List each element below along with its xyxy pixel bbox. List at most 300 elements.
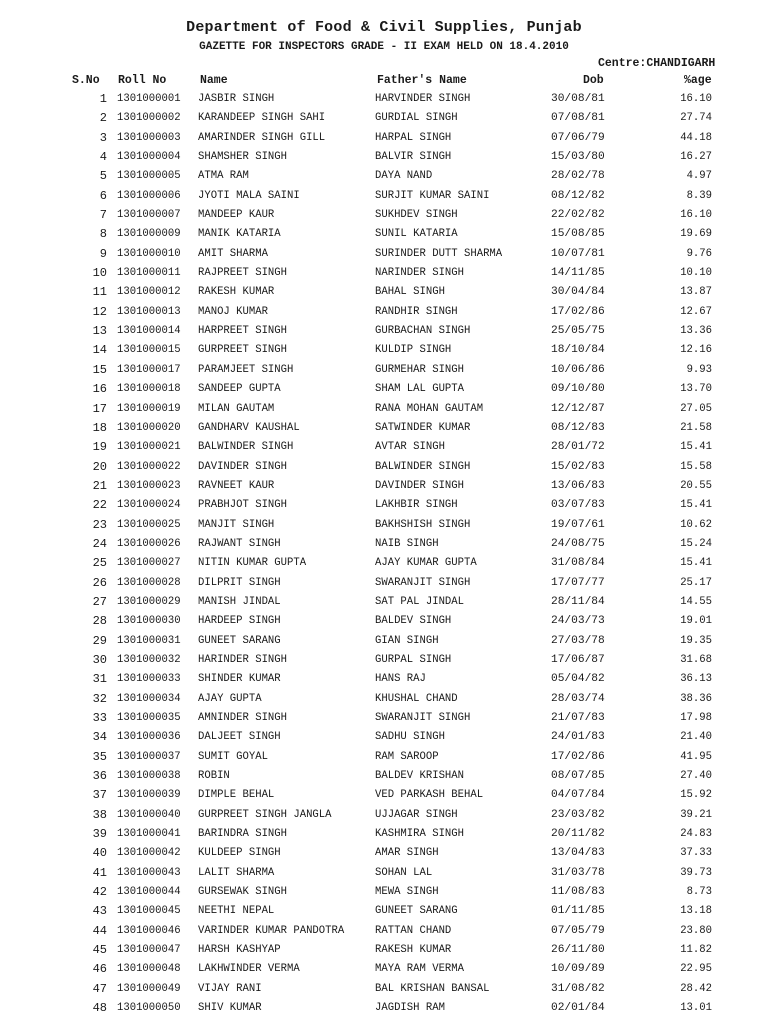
- table-row: [0, 90, 768, 109]
- cell-name: VARINDER KUMAR PANDOTRA: [198, 924, 345, 937]
- cell-dob: 20/11/82: [551, 828, 605, 841]
- table-row: [0, 322, 768, 341]
- cell-fathers-name: SAT PAL JINDAL: [375, 595, 465, 608]
- cell-fathers-name: KASHMIRA SINGH: [375, 828, 465, 841]
- cell-dob: 24/03/73: [551, 615, 605, 628]
- cell-sno: 44: [92, 923, 107, 938]
- cell-dob: 19/07/61: [551, 518, 605, 531]
- cell-fathers-name: KHUSHAL CHAND: [375, 692, 458, 705]
- cell-dob: 08/07/85: [551, 770, 605, 783]
- cell-sno: 34: [92, 730, 107, 745]
- cell-sno: 28: [92, 614, 107, 629]
- table-row: [0, 941, 768, 960]
- cell-percentage: 16.10: [680, 209, 712, 222]
- table-row: [0, 728, 768, 747]
- cell-fathers-name: SWARANJIT SINGH: [375, 712, 471, 724]
- cell-dob: 01/11/85: [551, 905, 605, 918]
- cell-name: RAJWANT SINGH: [198, 537, 281, 550]
- table-row: [0, 341, 768, 360]
- cell-roll-no: 1301000022: [117, 460, 181, 473]
- table-row: [0, 206, 768, 225]
- cell-percentage: 19.35: [680, 634, 712, 647]
- cell-roll-no: 1301000035: [117, 712, 181, 724]
- cell-roll-no: 1301000029: [117, 595, 181, 608]
- table-row: [0, 922, 768, 941]
- cell-sno: 43: [92, 904, 107, 919]
- cell-percentage: 39.73: [680, 866, 712, 879]
- cell-sno: 15: [92, 362, 107, 377]
- cell-dob: 15/08/85: [551, 228, 605, 241]
- cell-roll-no: 1301000006: [117, 189, 181, 202]
- cell-fathers-name: HARVINDER SINGH: [375, 93, 471, 105]
- cell-roll-no: 1301000044: [117, 886, 181, 899]
- table-row: [0, 438, 768, 457]
- cell-roll-no: 1301000011: [117, 267, 181, 280]
- cell-roll-no: 1301000003: [117, 131, 181, 144]
- cell-percentage: 24.83: [680, 828, 712, 841]
- cell-fathers-name: AJAY KUMAR GUPTA: [375, 557, 477, 570]
- cell-roll-no: 1301000012: [117, 286, 181, 299]
- cell-roll-no: 1301000045: [117, 905, 181, 918]
- cell-sno: 32: [92, 691, 107, 706]
- cell-dob: 15/02/83: [551, 460, 605, 473]
- cell-name: DAVINDER SINGH: [198, 460, 288, 473]
- cell-fathers-name: SATWINDER KUMAR: [375, 421, 471, 434]
- cell-percentage: 8.73: [686, 886, 712, 899]
- cell-sno: 48: [92, 1001, 107, 1016]
- cell-dob: 28/01/72: [551, 441, 605, 454]
- cell-fathers-name: GIAN SINGH: [375, 634, 439, 647]
- cell-percentage: 15.58: [680, 460, 712, 473]
- cell-name: GUNEET SARANG: [198, 634, 281, 647]
- cell-percentage: 12.67: [680, 305, 712, 318]
- cell-percentage: 16.10: [680, 93, 712, 105]
- cell-dob: 30/08/81: [551, 93, 605, 105]
- cell-name: SUMIT GOYAL: [198, 750, 268, 763]
- cell-fathers-name: RAM SAROOP: [375, 750, 439, 763]
- table-row: [0, 825, 768, 844]
- cell-fathers-name: SUKHDEV SINGH: [375, 209, 458, 222]
- cell-name: LALIT SHARMA: [198, 866, 275, 879]
- cell-percentage: 36.13: [680, 673, 712, 686]
- cell-roll-no: 1301000027: [117, 557, 181, 570]
- cell-sno: 24: [92, 536, 107, 551]
- cell-sno: 46: [92, 962, 107, 977]
- table-row: [0, 902, 768, 921]
- cell-roll-no: 1301000031: [117, 634, 181, 647]
- cell-sno: 1: [99, 92, 107, 106]
- cell-name: RAJPREET SINGH: [198, 267, 288, 280]
- cell-dob: 28/03/74: [551, 692, 605, 705]
- table-row: [0, 245, 768, 264]
- cell-sno: 4: [99, 150, 107, 165]
- cell-sno: 14: [92, 343, 107, 358]
- cell-roll-no: 1301000039: [117, 789, 181, 802]
- cell-fathers-name: HARPAL SINGH: [375, 131, 452, 144]
- cell-name: KULDEEP SINGH: [198, 847, 281, 860]
- centre-line: [598, 57, 715, 70]
- cell-roll-no: 1301000050: [117, 1002, 181, 1015]
- cell-percentage: 12.16: [680, 344, 712, 357]
- cell-percentage: 44.18: [680, 131, 712, 144]
- table-row: [0, 380, 768, 399]
- cell-name: LAKHWINDER VERMA: [198, 963, 300, 976]
- cell-roll-no: 1301000023: [117, 479, 181, 492]
- cell-fathers-name: DAYA NAND: [375, 170, 433, 183]
- cell-percentage: 19.69: [680, 228, 712, 241]
- cell-roll-no: 1301000025: [117, 518, 181, 531]
- table-row: [0, 496, 768, 515]
- cell-sno: 39: [92, 827, 107, 842]
- cell-dob: 07/05/79: [551, 924, 605, 937]
- cell-name: HARSH KASHYAP: [198, 944, 281, 957]
- cell-name: BALWINDER SINGH: [198, 441, 294, 454]
- cell-sno: 3: [99, 130, 107, 145]
- cell-dob: 27/03/78: [551, 634, 605, 647]
- cell-roll-no: 1301000033: [117, 673, 181, 686]
- cell-roll-no: 1301000013: [117, 305, 181, 318]
- table-row: [0, 303, 768, 322]
- table-row: [0, 477, 768, 496]
- cell-sno: 9: [99, 246, 107, 261]
- cell-fathers-name: HANS RAJ: [375, 673, 426, 686]
- cell-roll-no: 1301000037: [117, 750, 181, 763]
- cell-fathers-name: SURINDER DUTT SHARMA: [375, 247, 503, 260]
- cell-sno: 19: [92, 440, 107, 455]
- cell-sno: 6: [99, 188, 107, 203]
- cell-fathers-name: BALVIR SINGH: [375, 151, 452, 164]
- cell-sno: 22: [92, 498, 107, 513]
- cell-sno: 12: [92, 304, 107, 319]
- cell-roll-no: 1301000024: [117, 499, 181, 512]
- cell-name: HARINDER SINGH: [198, 653, 288, 666]
- cell-roll-no: 1301000047: [117, 944, 181, 957]
- cell-name: AMIT SHARMA: [198, 247, 268, 260]
- cell-sno: 13: [92, 324, 107, 339]
- cell-sno: 36: [92, 769, 107, 784]
- cell-dob: 26/11/80: [551, 944, 605, 957]
- results-table: [0, 90, 768, 1019]
- cell-name: MILAN GAUTAM: [198, 402, 275, 415]
- cell-percentage: 15.41: [680, 441, 712, 454]
- cell-dob: 10/06/86: [551, 363, 605, 376]
- cell-name: HARDEEP SINGH: [198, 615, 281, 628]
- centre-label: Centre:: [598, 57, 647, 70]
- cell-sno: 45: [92, 943, 107, 958]
- cell-roll-no: 1301000014: [117, 325, 181, 338]
- cell-dob: 02/01/84: [551, 1002, 605, 1015]
- cell-fathers-name: SUNIL KATARIA: [375, 228, 458, 241]
- cell-percentage: 9.93: [686, 363, 712, 376]
- cell-percentage: 13.18: [680, 905, 712, 918]
- cell-fathers-name: SURJIT KUMAR SAINI: [375, 189, 490, 202]
- cell-name: BARINDRA SINGH: [198, 828, 288, 841]
- cell-roll-no: 1301000010: [117, 247, 181, 260]
- cell-percentage: 31.68: [680, 653, 712, 666]
- cell-dob: 28/11/84: [551, 595, 605, 608]
- cell-sno: 5: [99, 169, 107, 184]
- cell-sno: 41: [92, 865, 107, 880]
- table-row: [0, 148, 768, 167]
- cell-name: GURPREET SINGH: [198, 344, 288, 357]
- cell-fathers-name: AVTAR SINGH: [375, 441, 445, 454]
- cell-sno: 11: [92, 285, 107, 300]
- cell-dob: 23/03/82: [551, 808, 605, 821]
- cell-roll-no: 1301000026: [117, 537, 181, 550]
- table-row: [0, 786, 768, 805]
- cell-dob: 13/06/83: [551, 479, 605, 492]
- cell-dob: 24/01/83: [551, 731, 605, 744]
- cell-fathers-name: KULDIP SINGH: [375, 344, 452, 357]
- cell-percentage: 17.98: [680, 712, 712, 724]
- cell-fathers-name: SWARANJIT SINGH: [375, 576, 471, 589]
- cell-percentage: 27.74: [680, 112, 712, 125]
- cell-fathers-name: GUNEET SARANG: [375, 905, 458, 918]
- cell-fathers-name: MEWA SINGH: [375, 886, 439, 899]
- cell-sno: 29: [92, 633, 107, 648]
- cell-fathers-name: VED PARKASH BEHAL: [375, 789, 484, 802]
- cell-roll-no: 1301000036: [117, 731, 181, 744]
- cell-fathers-name: RAKESH KUMAR: [375, 944, 452, 957]
- cell-name: NITIN KUMAR GUPTA: [198, 557, 307, 570]
- cell-percentage: 13.01: [680, 1002, 712, 1015]
- cell-percentage: 16.27: [680, 151, 712, 164]
- cell-fathers-name: BALWINDER SINGH: [375, 460, 471, 473]
- cell-percentage: 10.10: [680, 267, 712, 280]
- cell-name: DIMPLE BEHAL: [198, 789, 275, 802]
- document-title: Department of Food & Civil Supplies, Punjab: [186, 19, 582, 36]
- cell-name: DILPRIT SINGH: [198, 576, 281, 589]
- cell-dob: 03/07/83: [551, 499, 605, 512]
- centre-value: CHANDIGARH: [646, 57, 716, 70]
- cell-name: KARANDEEP SINGH SAHI: [198, 112, 326, 125]
- document-subtitle: GAZETTE FOR INSPECTORS GRADE - II EXAM HELD ON 18.4.2010: [199, 41, 569, 53]
- cell-dob: 07/08/81: [551, 112, 605, 125]
- cell-fathers-name: NAIB SINGH: [375, 537, 439, 550]
- cell-sno: 25: [92, 556, 107, 571]
- cell-sno: 18: [92, 420, 107, 435]
- cell-name: HARPREET SINGH: [198, 325, 288, 338]
- cell-fathers-name: SOHAN LAL: [375, 866, 433, 879]
- table-row: [0, 458, 768, 477]
- table-row: [0, 554, 768, 573]
- cell-name: GANDHARV KAUSHAL: [198, 421, 300, 434]
- cell-roll-no: 1301000043: [117, 866, 181, 879]
- cell-percentage: 15.41: [680, 499, 712, 512]
- cell-fathers-name: BALDEV KRISHAN: [375, 770, 465, 783]
- table-row: [0, 283, 768, 302]
- cell-name: SANDEEP GUPTA: [198, 383, 281, 396]
- cell-fathers-name: BAKHSHISH SINGH: [375, 518, 471, 531]
- cell-percentage: 13.36: [680, 325, 712, 338]
- table-row: [0, 709, 768, 728]
- cell-dob: 15/03/80: [551, 151, 605, 164]
- cell-sno: 17: [92, 401, 107, 416]
- cell-name: VIJAY RANI: [198, 982, 262, 995]
- cell-percentage: 14.55: [680, 595, 712, 608]
- table-row: [0, 748, 768, 767]
- cell-dob: 12/12/87: [551, 402, 605, 415]
- cell-name: MANOJ KUMAR: [198, 305, 268, 318]
- cell-dob: 11/08/83: [551, 886, 605, 899]
- table-row: [0, 960, 768, 979]
- cell-name: MANISH JINDAL: [198, 595, 281, 608]
- cell-dob: 22/02/82: [551, 209, 605, 222]
- cell-fathers-name: BALDEV SINGH: [375, 615, 452, 628]
- cell-roll-no: 1301000038: [117, 770, 181, 783]
- cell-percentage: 41.95: [680, 750, 712, 763]
- cell-sno: 31: [92, 672, 107, 687]
- cell-roll-no: 1301000001: [117, 93, 181, 105]
- cell-percentage: 22.95: [680, 963, 712, 976]
- cell-name: NEETHI NEPAL: [198, 905, 275, 918]
- cell-dob: 17/02/86: [551, 750, 605, 763]
- table-row: [0, 361, 768, 380]
- cell-dob: 04/07/84: [551, 789, 605, 802]
- cell-name: MANDEEP KAUR: [198, 209, 275, 222]
- table-row: [0, 593, 768, 612]
- cell-roll-no: 1301000041: [117, 828, 181, 841]
- table-row: [0, 844, 768, 863]
- cell-percentage: 13.70: [680, 383, 712, 396]
- cell-fathers-name: UJJAGAR SINGH: [375, 808, 458, 821]
- table-row: [0, 516, 768, 535]
- table-row: [0, 690, 768, 709]
- cell-sno: 16: [92, 382, 107, 397]
- cell-roll-no: 1301000018: [117, 383, 181, 396]
- table-row: [0, 612, 768, 631]
- table-row: [0, 670, 768, 689]
- cell-sno: 30: [92, 652, 107, 667]
- cell-roll-no: 1301000034: [117, 692, 181, 705]
- cell-name: GURSEWAK SINGH: [198, 886, 288, 899]
- column-header-percentage: %age: [684, 74, 712, 87]
- cell-sno: 10: [92, 266, 107, 281]
- cell-fathers-name: NARINDER SINGH: [375, 267, 465, 280]
- cell-percentage: 27.40: [680, 770, 712, 783]
- cell-name: DALJEET SINGH: [198, 731, 281, 744]
- table-row: [0, 574, 768, 593]
- cell-roll-no: 1301000048: [117, 963, 181, 976]
- cell-roll-no: 1301000032: [117, 653, 181, 666]
- cell-dob: 17/07/77: [551, 576, 605, 589]
- cell-percentage: 15.92: [680, 789, 712, 802]
- table-row: [0, 864, 768, 883]
- cell-name: AJAY GUPTA: [198, 692, 262, 705]
- cell-dob: 05/04/82: [551, 673, 605, 686]
- column-header-name: Name: [200, 74, 228, 87]
- cell-name: SHIV KUMAR: [198, 1002, 262, 1015]
- cell-percentage: 25.17: [680, 576, 712, 589]
- cell-fathers-name: GURDIAL SINGH: [375, 112, 458, 125]
- cell-percentage: 9.76: [686, 247, 712, 260]
- table-row: [0, 535, 768, 554]
- table-row: [0, 264, 768, 283]
- cell-percentage: 11.82: [680, 944, 712, 957]
- cell-name: AMARINDER SINGH GILL: [198, 131, 326, 144]
- cell-percentage: 38.36: [680, 692, 712, 705]
- cell-percentage: 21.58: [680, 421, 712, 434]
- cell-roll-no: 1301000007: [117, 209, 181, 222]
- cell-roll-no: 1301000004: [117, 151, 181, 164]
- cell-fathers-name: SADHU SINGH: [375, 731, 445, 744]
- cell-percentage: 37.33: [680, 847, 712, 860]
- table-row: [0, 999, 768, 1018]
- cell-fathers-name: DAVINDER SINGH: [375, 479, 465, 492]
- cell-sno: 42: [92, 885, 107, 900]
- cell-sno: 2: [99, 111, 107, 126]
- cell-percentage: 13.87: [680, 286, 712, 299]
- cell-dob: 31/08/82: [551, 982, 605, 995]
- cell-roll-no: 1301000040: [117, 808, 181, 821]
- cell-percentage: 10.62: [680, 518, 712, 531]
- table-row: [0, 225, 768, 244]
- cell-name: GURPREET SINGH JANGLA: [198, 808, 332, 821]
- cell-sno: 47: [92, 981, 107, 996]
- cell-name: ATMA RAM: [198, 170, 249, 183]
- cell-roll-no: 1301000019: [117, 402, 181, 415]
- cell-roll-no: 1301000046: [117, 924, 181, 937]
- column-header-sno: S.No: [72, 74, 100, 87]
- table-row: [0, 129, 768, 148]
- cell-roll-no: 1301000042: [117, 847, 181, 860]
- cell-fathers-name: BAL KRISHAN BANSAL: [375, 982, 490, 995]
- cell-percentage: 19.01: [680, 615, 712, 628]
- cell-dob: 10/09/89: [551, 963, 605, 976]
- cell-dob: 14/11/85: [551, 267, 605, 280]
- table-row: [0, 419, 768, 438]
- cell-fathers-name: BAHAL SINGH: [375, 286, 445, 299]
- table-row: [0, 806, 768, 825]
- cell-fathers-name: MAYA RAM VERMA: [375, 963, 465, 976]
- cell-fathers-name: RATTAN CHAND: [375, 924, 452, 937]
- cell-sno: 20: [92, 459, 107, 474]
- cell-fathers-name: GURPAL SINGH: [375, 653, 452, 666]
- cell-fathers-name: RANDHIR SINGH: [375, 305, 458, 318]
- cell-percentage: 39.21: [680, 808, 712, 821]
- cell-sno: 40: [92, 846, 107, 861]
- table-row: [0, 980, 768, 999]
- cell-dob: 24/08/75: [551, 537, 605, 550]
- cell-name: RAKESH KUMAR: [198, 286, 275, 299]
- cell-dob: 30/04/84: [551, 286, 605, 299]
- cell-dob: 31/08/84: [551, 557, 605, 570]
- cell-roll-no: 1301000015: [117, 344, 181, 357]
- cell-name: RAVNEET KAUR: [198, 479, 275, 492]
- cell-dob: 08/12/83: [551, 421, 605, 434]
- cell-sno: 21: [92, 478, 107, 493]
- table-row: [0, 651, 768, 670]
- cell-sno: 38: [92, 807, 107, 822]
- cell-dob: 08/12/82: [551, 189, 605, 202]
- cell-dob: 13/04/83: [551, 847, 605, 860]
- cell-name: PARAMJEET SINGH: [198, 363, 294, 376]
- cell-roll-no: 1301000028: [117, 576, 181, 589]
- cell-fathers-name: RANA MOHAN GAUTAM: [375, 402, 484, 415]
- cell-dob: 28/02/78: [551, 170, 605, 183]
- column-header-dob: Dob: [583, 74, 604, 87]
- cell-fathers-name: SHAM LAL GUPTA: [375, 383, 465, 396]
- cell-sno: 8: [99, 227, 107, 242]
- cell-roll-no: 1301000021: [117, 441, 181, 454]
- cell-name: SHINDER KUMAR: [198, 673, 281, 686]
- table-row: [0, 767, 768, 786]
- cell-dob: 18/10/84: [551, 344, 605, 357]
- cell-dob: 17/06/87: [551, 653, 605, 666]
- cell-name: SHAMSHER SINGH: [198, 151, 288, 164]
- cell-dob: 07/06/79: [551, 131, 605, 144]
- cell-sno: 23: [92, 517, 107, 532]
